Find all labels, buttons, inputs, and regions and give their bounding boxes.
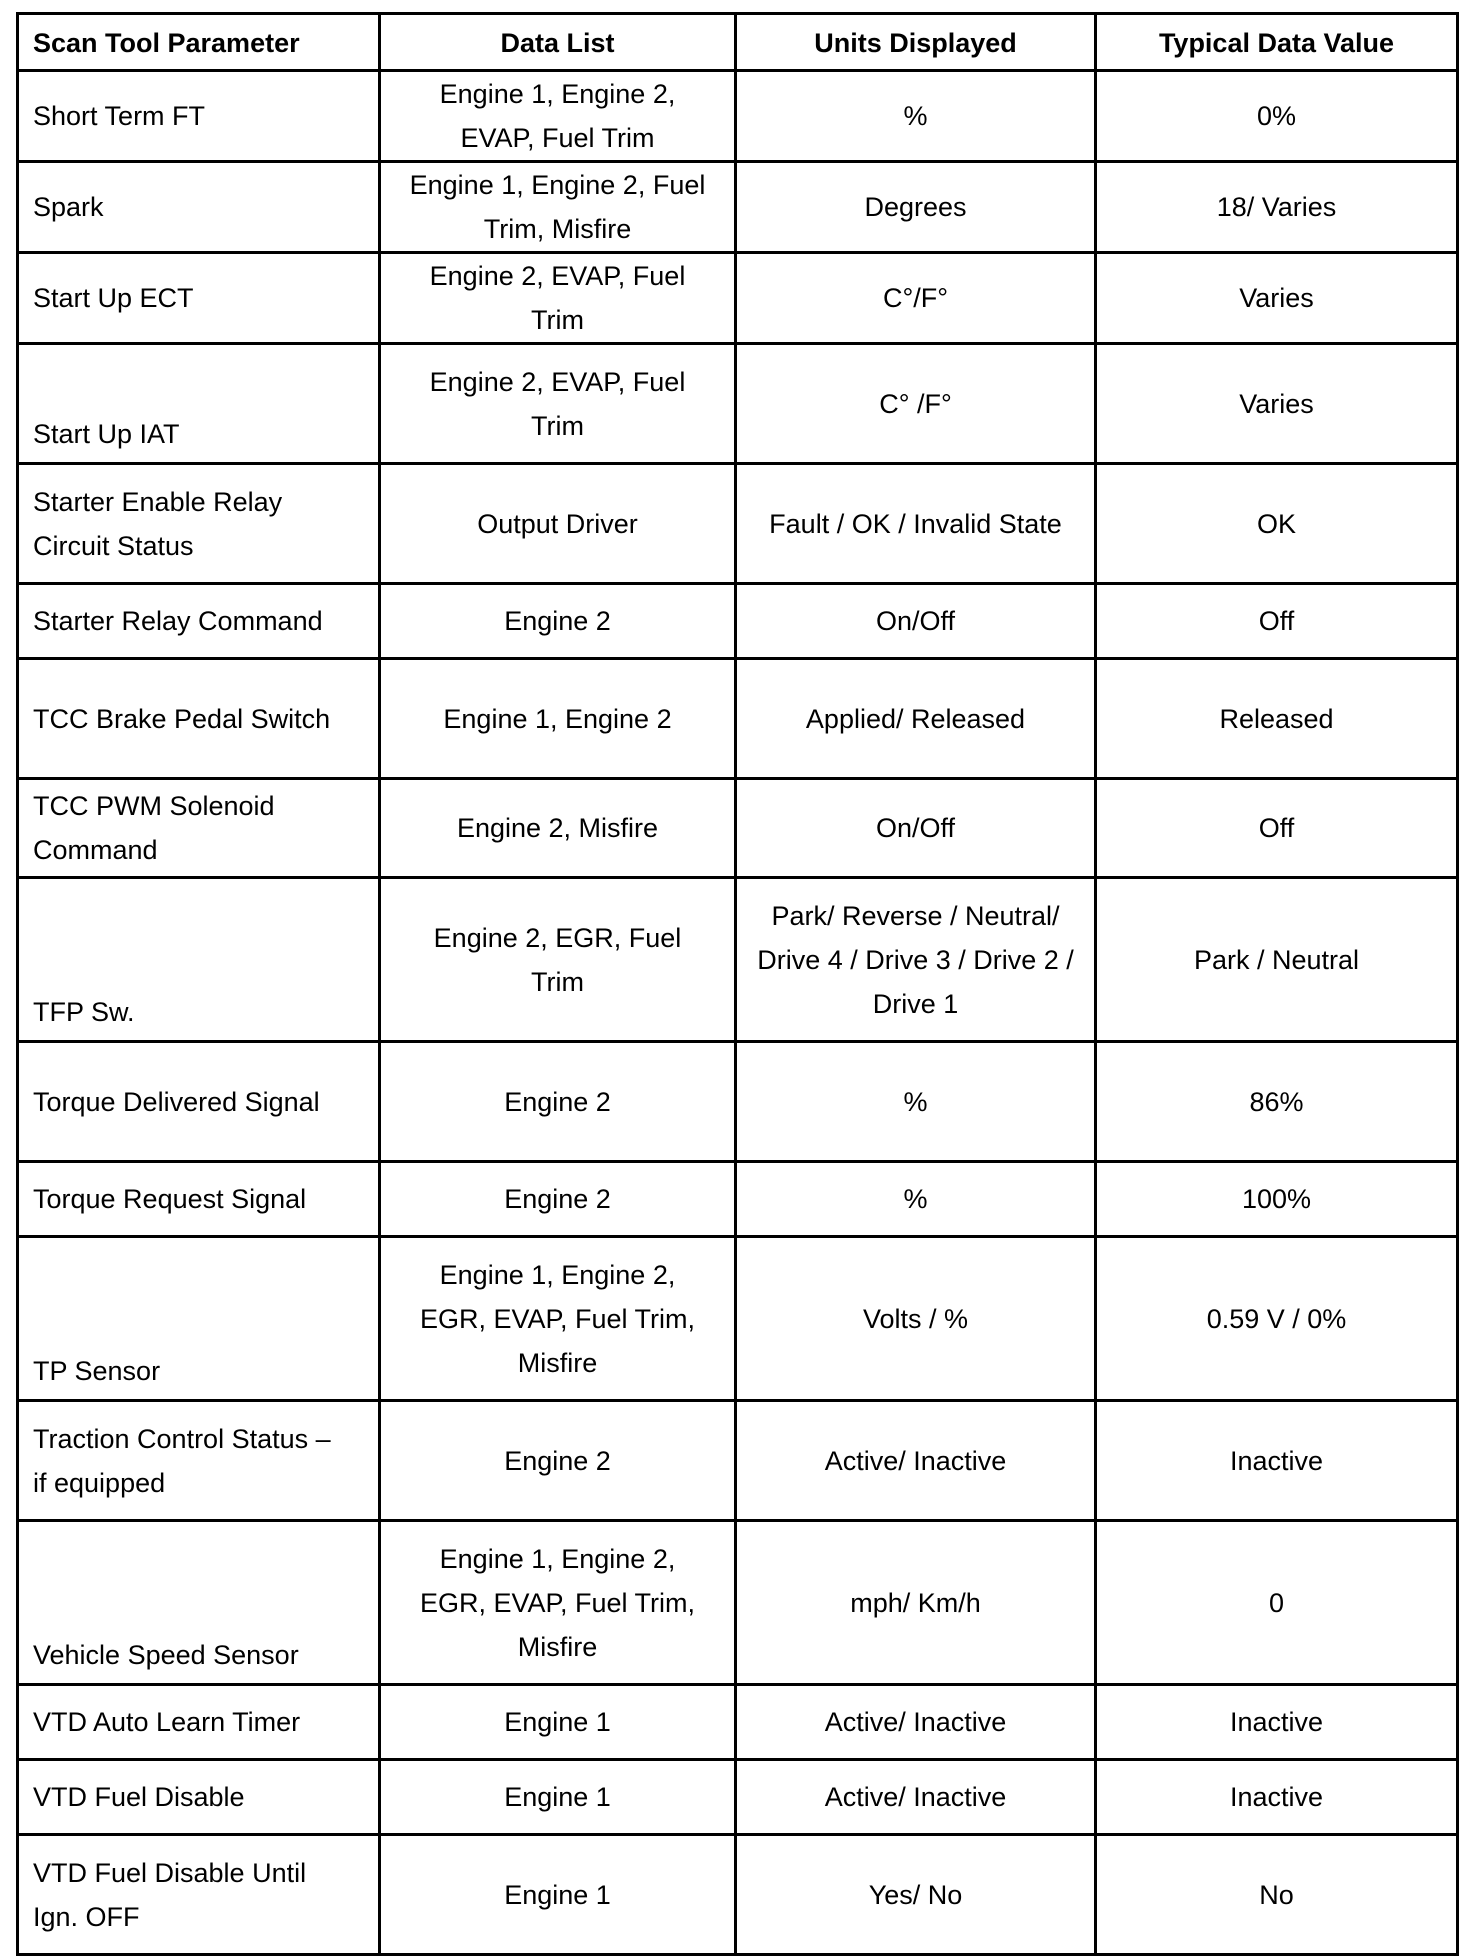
units-cell: Fault / OK / Invalid State	[736, 464, 1096, 584]
data-list-cell: Engine 1, Engine 2, EGR, EVAP, Fuel Trim, Misfire	[380, 1521, 736, 1685]
units-cell: Active/ Inactive	[736, 1401, 1096, 1521]
table-row	[18, 162, 1458, 253]
table-row	[18, 779, 1458, 878]
header-typical-data-value: Typical Data Value	[1096, 14, 1458, 71]
units-cell: mph/ Km/h	[736, 1521, 1096, 1685]
param-cell: Start Up IAT	[18, 344, 380, 464]
typical-value-cell: 86%	[1096, 1042, 1458, 1162]
header-scan-tool-parameter: Scan Tool Parameter	[18, 14, 380, 71]
data-list-cell: Engine 2	[380, 1042, 736, 1162]
data-list-cell: Engine 2, EGR, Fuel Trim	[380, 878, 736, 1042]
typical-value-cell: 0	[1096, 1521, 1458, 1685]
typical-value-cell: 18/ Varies	[1096, 162, 1458, 253]
table-row	[18, 1042, 1458, 1162]
data-list-cell: Engine 1, Engine 2, EGR, EVAP, Fuel Trim, Misfire	[380, 1237, 736, 1401]
units-cell: Applied/ Released	[736, 659, 1096, 779]
table-row	[18, 1685, 1458, 1760]
param-cell: Starter Relay Command	[18, 584, 380, 659]
table-row	[18, 1521, 1458, 1685]
units-cell: Volts / %	[736, 1237, 1096, 1401]
typical-value-cell: Released	[1096, 659, 1458, 779]
units-cell: C°/F°	[736, 253, 1096, 344]
table-row	[18, 464, 1458, 584]
units-cell: Active/ Inactive	[736, 1685, 1096, 1760]
units-cell: On/Off	[736, 779, 1096, 878]
param-cell: Torque Request Signal	[18, 1162, 380, 1237]
param-cell: Spark	[18, 162, 380, 253]
data-list-cell: Engine 1, Engine 2, Fuel Trim, Misfire	[380, 162, 736, 253]
data-list-cell: Engine 2, EVAP, Fuel Trim	[380, 344, 736, 464]
param-cell: Torque Delivered Signal	[18, 1042, 380, 1162]
typical-value-cell: Inactive	[1096, 1760, 1458, 1835]
units-cell: %	[736, 1042, 1096, 1162]
units-cell: %	[736, 1162, 1096, 1237]
table-row	[18, 253, 1458, 344]
header-data-list: Data List	[380, 14, 736, 71]
data-list-cell: Engine 2	[380, 584, 736, 659]
data-list-cell: Engine 1, Engine 2	[380, 659, 736, 779]
data-list-cell: Engine 1	[380, 1835, 736, 1955]
units-cell: Park/ Reverse / Neutral/ Drive 4 / Drive 3 / Drive 2 / Drive 1	[736, 878, 1096, 1042]
units-cell: Degrees	[736, 162, 1096, 253]
table-row	[18, 584, 1458, 659]
data-list-cell: Engine 2	[380, 1162, 736, 1237]
data-list-cell: Engine 2, Misfire	[380, 779, 736, 878]
param-cell: TCC Brake Pedal Switch	[18, 659, 380, 779]
typical-value-cell: 0.59 V / 0%	[1096, 1237, 1458, 1401]
typical-value-cell: Varies	[1096, 253, 1458, 344]
data-list-cell: Engine 1	[380, 1760, 736, 1835]
data-list-cell: Engine 1, Engine 2, EVAP, Fuel Trim	[380, 71, 736, 162]
table-row	[18, 344, 1458, 464]
param-cell: VTD Fuel Disable	[18, 1760, 380, 1835]
typical-value-cell: Off	[1096, 779, 1458, 878]
table-row	[18, 1237, 1458, 1401]
table-row	[18, 71, 1458, 162]
units-cell: On/Off	[736, 584, 1096, 659]
table-row	[18, 1401, 1458, 1521]
param-cell: Traction Control Status – if equipped	[18, 1401, 380, 1521]
data-list-cell: Engine 2	[380, 1401, 736, 1521]
typical-value-cell: Varies	[1096, 344, 1458, 464]
param-cell: TFP Sw.	[18, 878, 380, 1042]
param-cell: TCC PWM Solenoid Command	[18, 779, 380, 878]
typical-value-cell: Off	[1096, 584, 1458, 659]
scan-tool-parameter-table	[16, 12, 1459, 1956]
data-list-cell: Engine 2, EVAP, Fuel Trim	[380, 253, 736, 344]
param-cell: Starter Enable Relay Circuit Status	[18, 464, 380, 584]
typical-value-cell: 100%	[1096, 1162, 1458, 1237]
data-list-cell: Engine 1	[380, 1685, 736, 1760]
table-row	[18, 1162, 1458, 1237]
typical-value-cell: Park / Neutral	[1096, 878, 1458, 1042]
typical-value-cell: OK	[1096, 464, 1458, 584]
typical-value-cell: Inactive	[1096, 1401, 1458, 1521]
param-cell: Start Up ECT	[18, 253, 380, 344]
param-cell: Short Term FT	[18, 71, 380, 162]
units-cell: %	[736, 71, 1096, 162]
units-cell: Active/ Inactive	[736, 1760, 1096, 1835]
units-cell: C° /F°	[736, 344, 1096, 464]
typical-value-cell: No	[1096, 1835, 1458, 1955]
table-row	[18, 1760, 1458, 1835]
table-header-row	[18, 14, 1458, 71]
param-cell: Vehicle Speed Sensor	[18, 1521, 380, 1685]
units-cell: Yes/ No	[736, 1835, 1096, 1955]
data-list-cell: Output Driver	[380, 464, 736, 584]
typical-value-cell: 0%	[1096, 71, 1458, 162]
param-cell: VTD Fuel Disable Until Ign. OFF	[18, 1835, 380, 1955]
typical-value-cell: Inactive	[1096, 1685, 1458, 1760]
table-row	[18, 659, 1458, 779]
table-row	[18, 878, 1458, 1042]
header-units-displayed: Units Displayed	[736, 14, 1096, 71]
param-cell: VTD Auto Learn Timer	[18, 1685, 380, 1760]
table-row	[18, 1835, 1458, 1955]
param-cell: TP Sensor	[18, 1237, 380, 1401]
